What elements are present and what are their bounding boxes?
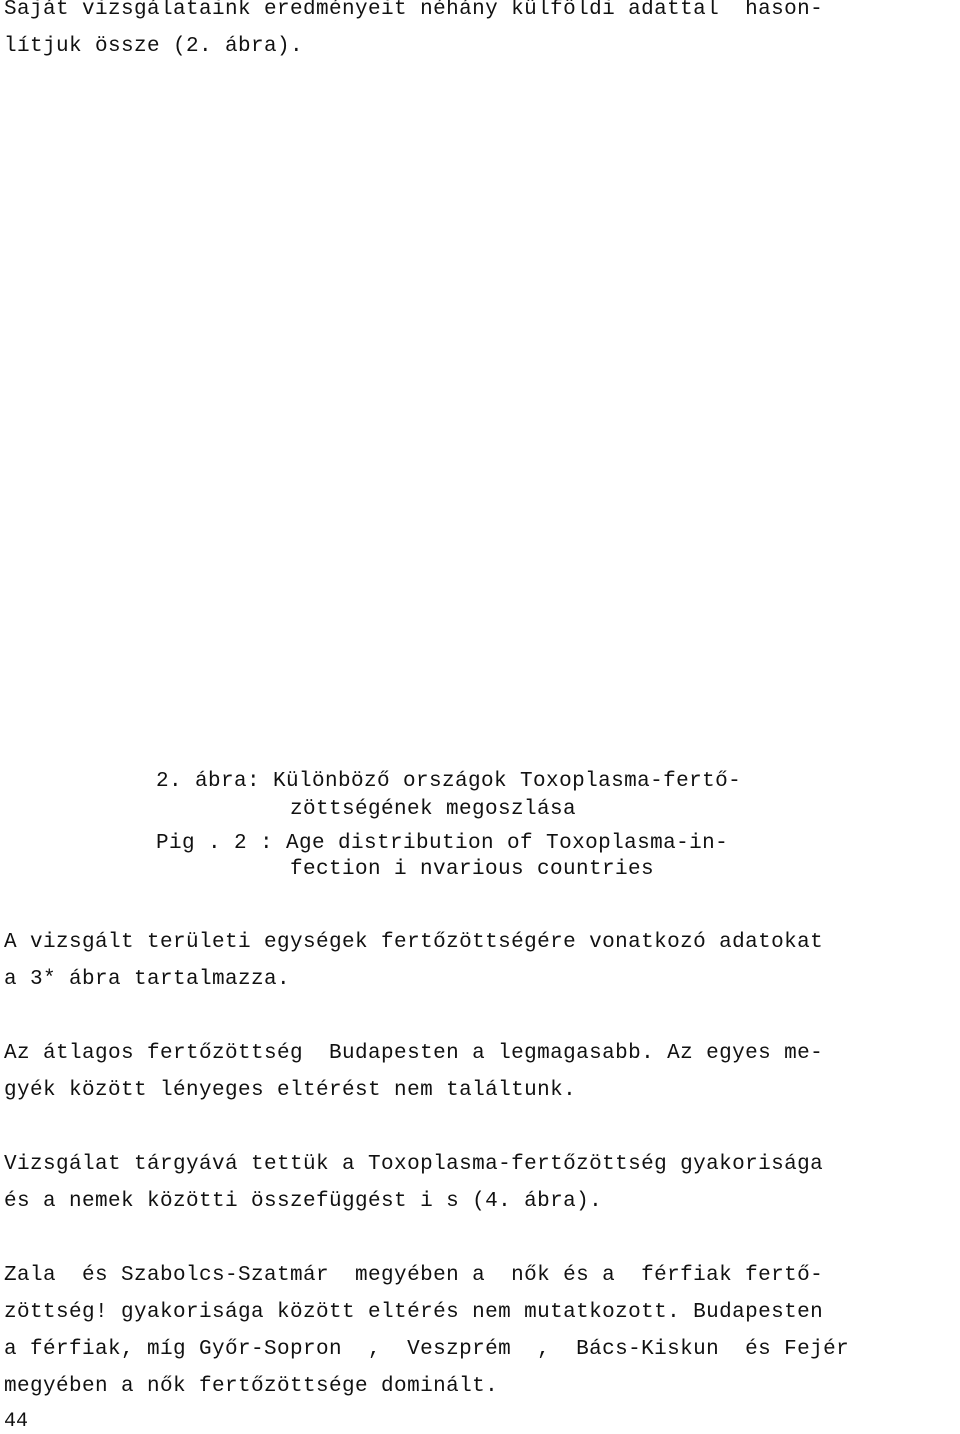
paragraph-4-line-2: zöttség! gyakorisága között eltérés nem mutatkozott. Budapesten xyxy=(4,1301,824,1324)
paragraph-4-line-3: a férfiak, míg Győr-Sopron , Veszprém , Bács-Kiskun és Fejér xyxy=(4,1338,850,1361)
paragraph-2-line-2: gyék között lényeges eltérést nem találtunk. xyxy=(4,1079,577,1102)
caption-hu-line-2: zöttségének megoszlása xyxy=(290,798,577,821)
paragraph-3-line-2: és a nemek közötti összefüggést i s (4. ábra). xyxy=(4,1190,603,1213)
paragraph-4-line-4: megyében a nők fertőzöttsége dominált. xyxy=(4,1375,499,1398)
caption-hu-line-1: 2. ábra: Különböző országok Toxoplasma-fertő- xyxy=(156,770,742,793)
caption-en-line-2: fection i nvarious countries xyxy=(290,858,655,881)
intro-line-2: lítjuk össze (2. ábra). xyxy=(4,35,304,58)
paragraph-2-line-1: Az átlagos fertőzöttség Budapesten a legmagasabb. Az egyes me- xyxy=(4,1042,824,1065)
figure-area xyxy=(0,80,960,760)
paragraph-1-line-1: A vizsgált területi egységek fertőzöttségére vonatkozó adatokat xyxy=(4,931,824,954)
page-number: 44 xyxy=(4,1410,29,1433)
paragraph-4-line-1: Zala és Szabolcs-Szatmár megyében a nők és a férfiak fertő- xyxy=(4,1264,824,1287)
intro-line-1: Saját vizsgálataink eredményeit néhány külföldi adattal hason- xyxy=(4,0,824,21)
paragraph-3-line-1: Vizsgálat tárgyává tettük a Toxoplasma-fertőzöttség gyakorisága xyxy=(4,1153,824,1176)
paragraph-1-line-2: a 3* ábra tartalmazza. xyxy=(4,968,291,991)
caption-en-line-1: Pig . 2 : Age distribution of Toxoplasma-in- xyxy=(156,832,729,855)
